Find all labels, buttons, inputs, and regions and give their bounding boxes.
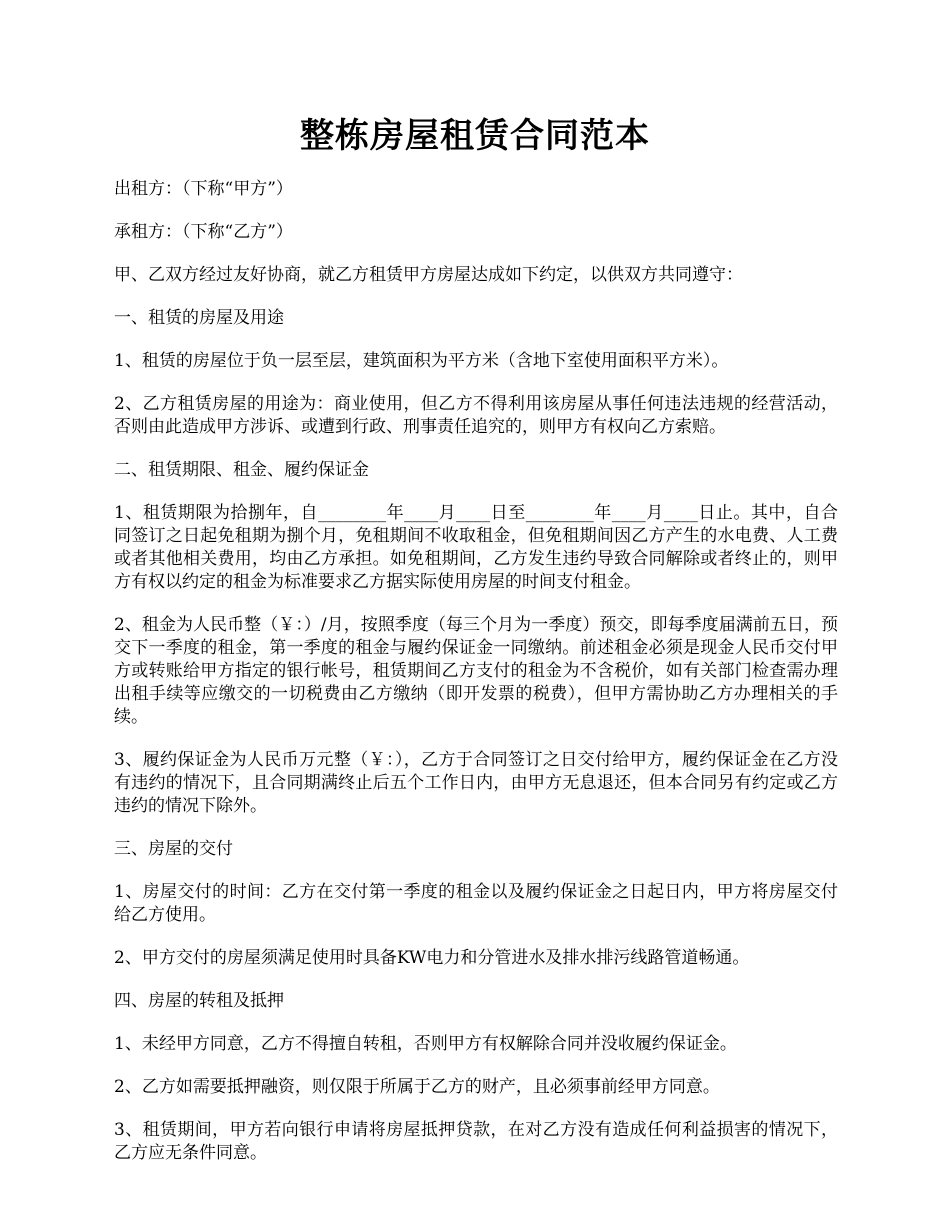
section-heading: 一、租赁的房屋及用途 — [114, 308, 284, 328]
lessee-line: 承租方：（下称“乙方”） — [114, 222, 293, 242]
clause: 3、租赁期间，甲方若向银行申请将房屋抵押贷款，在对乙方没有造成任何利益损害的情况下，乙方应无条件同意。 — [114, 1120, 838, 1163]
clause: 1、未经甲方同意，乙方不得擅自转租，否则甲方有权解除合同并没收履约保证金。 — [114, 1034, 737, 1054]
section-heading: 四、房屋的转租及抵押 — [114, 991, 284, 1011]
clause: 2、甲方交付的房屋须满足使用时具备KW电力和分管进水及排水排污线路管道畅通。 — [114, 948, 750, 968]
clause: 1、租赁的房屋位于负一层至层，建筑面积为平方米（含地下室使用面积平方米）。 — [114, 351, 729, 371]
document-body — [114, 178, 838, 1185]
clause: 2、租金为人民币整（￥：）/月，按照季度（每三个月为一季度）预交，即每季度届满前五日，预交下一季度的租金，第一季度的租金与履约保证金一同缴纳。前述租金必须是现金人民币交付甲方或转账给甲方指定的银行帐号，租赁期间乙方支付的租金为不含税价，如有关部门检查需办理出租手续等应缴交的一切税费由乙方缴纳（即开发票的税费），但甲方需协助乙方办理相关的手续。 — [114, 615, 838, 727]
section-heading: 三、房屋的交付 — [114, 839, 233, 859]
document-title: 整栋房屋租赁合同范本 — [300, 116, 650, 156]
clause: 1、房屋交付的时间：乙方在交付第一季度的租金以及履约保证金之日起日内，甲方将房屋交付给乙方使用。 — [114, 882, 838, 925]
clause: 2、乙方租赁房屋的用途为：商业使用，但乙方不得利用该房屋从事任何违法违规的经营活动，否则由此造成甲方涉诉、或遭到行政、刑事责任追究的，则甲方有权向乙方索赔。 — [114, 394, 838, 437]
clause: 1、租赁期限为拾捌年，自________年____月____日至________年____月____日止。其中，自合同签订之日起免租期为捌个月，免租期间不收取租金，但免租期间因乙方产生的水电费、人工费或者其他相关费用，均由乙方承担。如免租期间，乙方发生违约导致合同解除或者终止的，则甲方有权以约定的租金为标准要求乙方据实际使用房屋的时间支付租金。 — [114, 503, 838, 592]
clause: 3、履约保证金为人民币万元整（￥：），乙方于合同签订之日交付给甲方，履约保证金在乙方没有违约的情况下，且合同期满终止后五个工作日内，由甲方无息退还，但本合同另有约定或乙方违约的情况下除外。 — [114, 750, 838, 816]
clause: 2、乙方如需要抵押融资，则仅限于所属于乙方的财产，且必须事前经甲方同意。 — [114, 1077, 720, 1097]
section-heading: 二、租赁期限、租金、履约保证金 — [114, 460, 369, 480]
lessor-line: 出租方：（下称“甲方”） — [114, 179, 293, 199]
preamble: 甲、乙双方经过友好协商，就乙方租赁甲方房屋达成如下约定，以供双方共同遵守： — [114, 265, 743, 285]
